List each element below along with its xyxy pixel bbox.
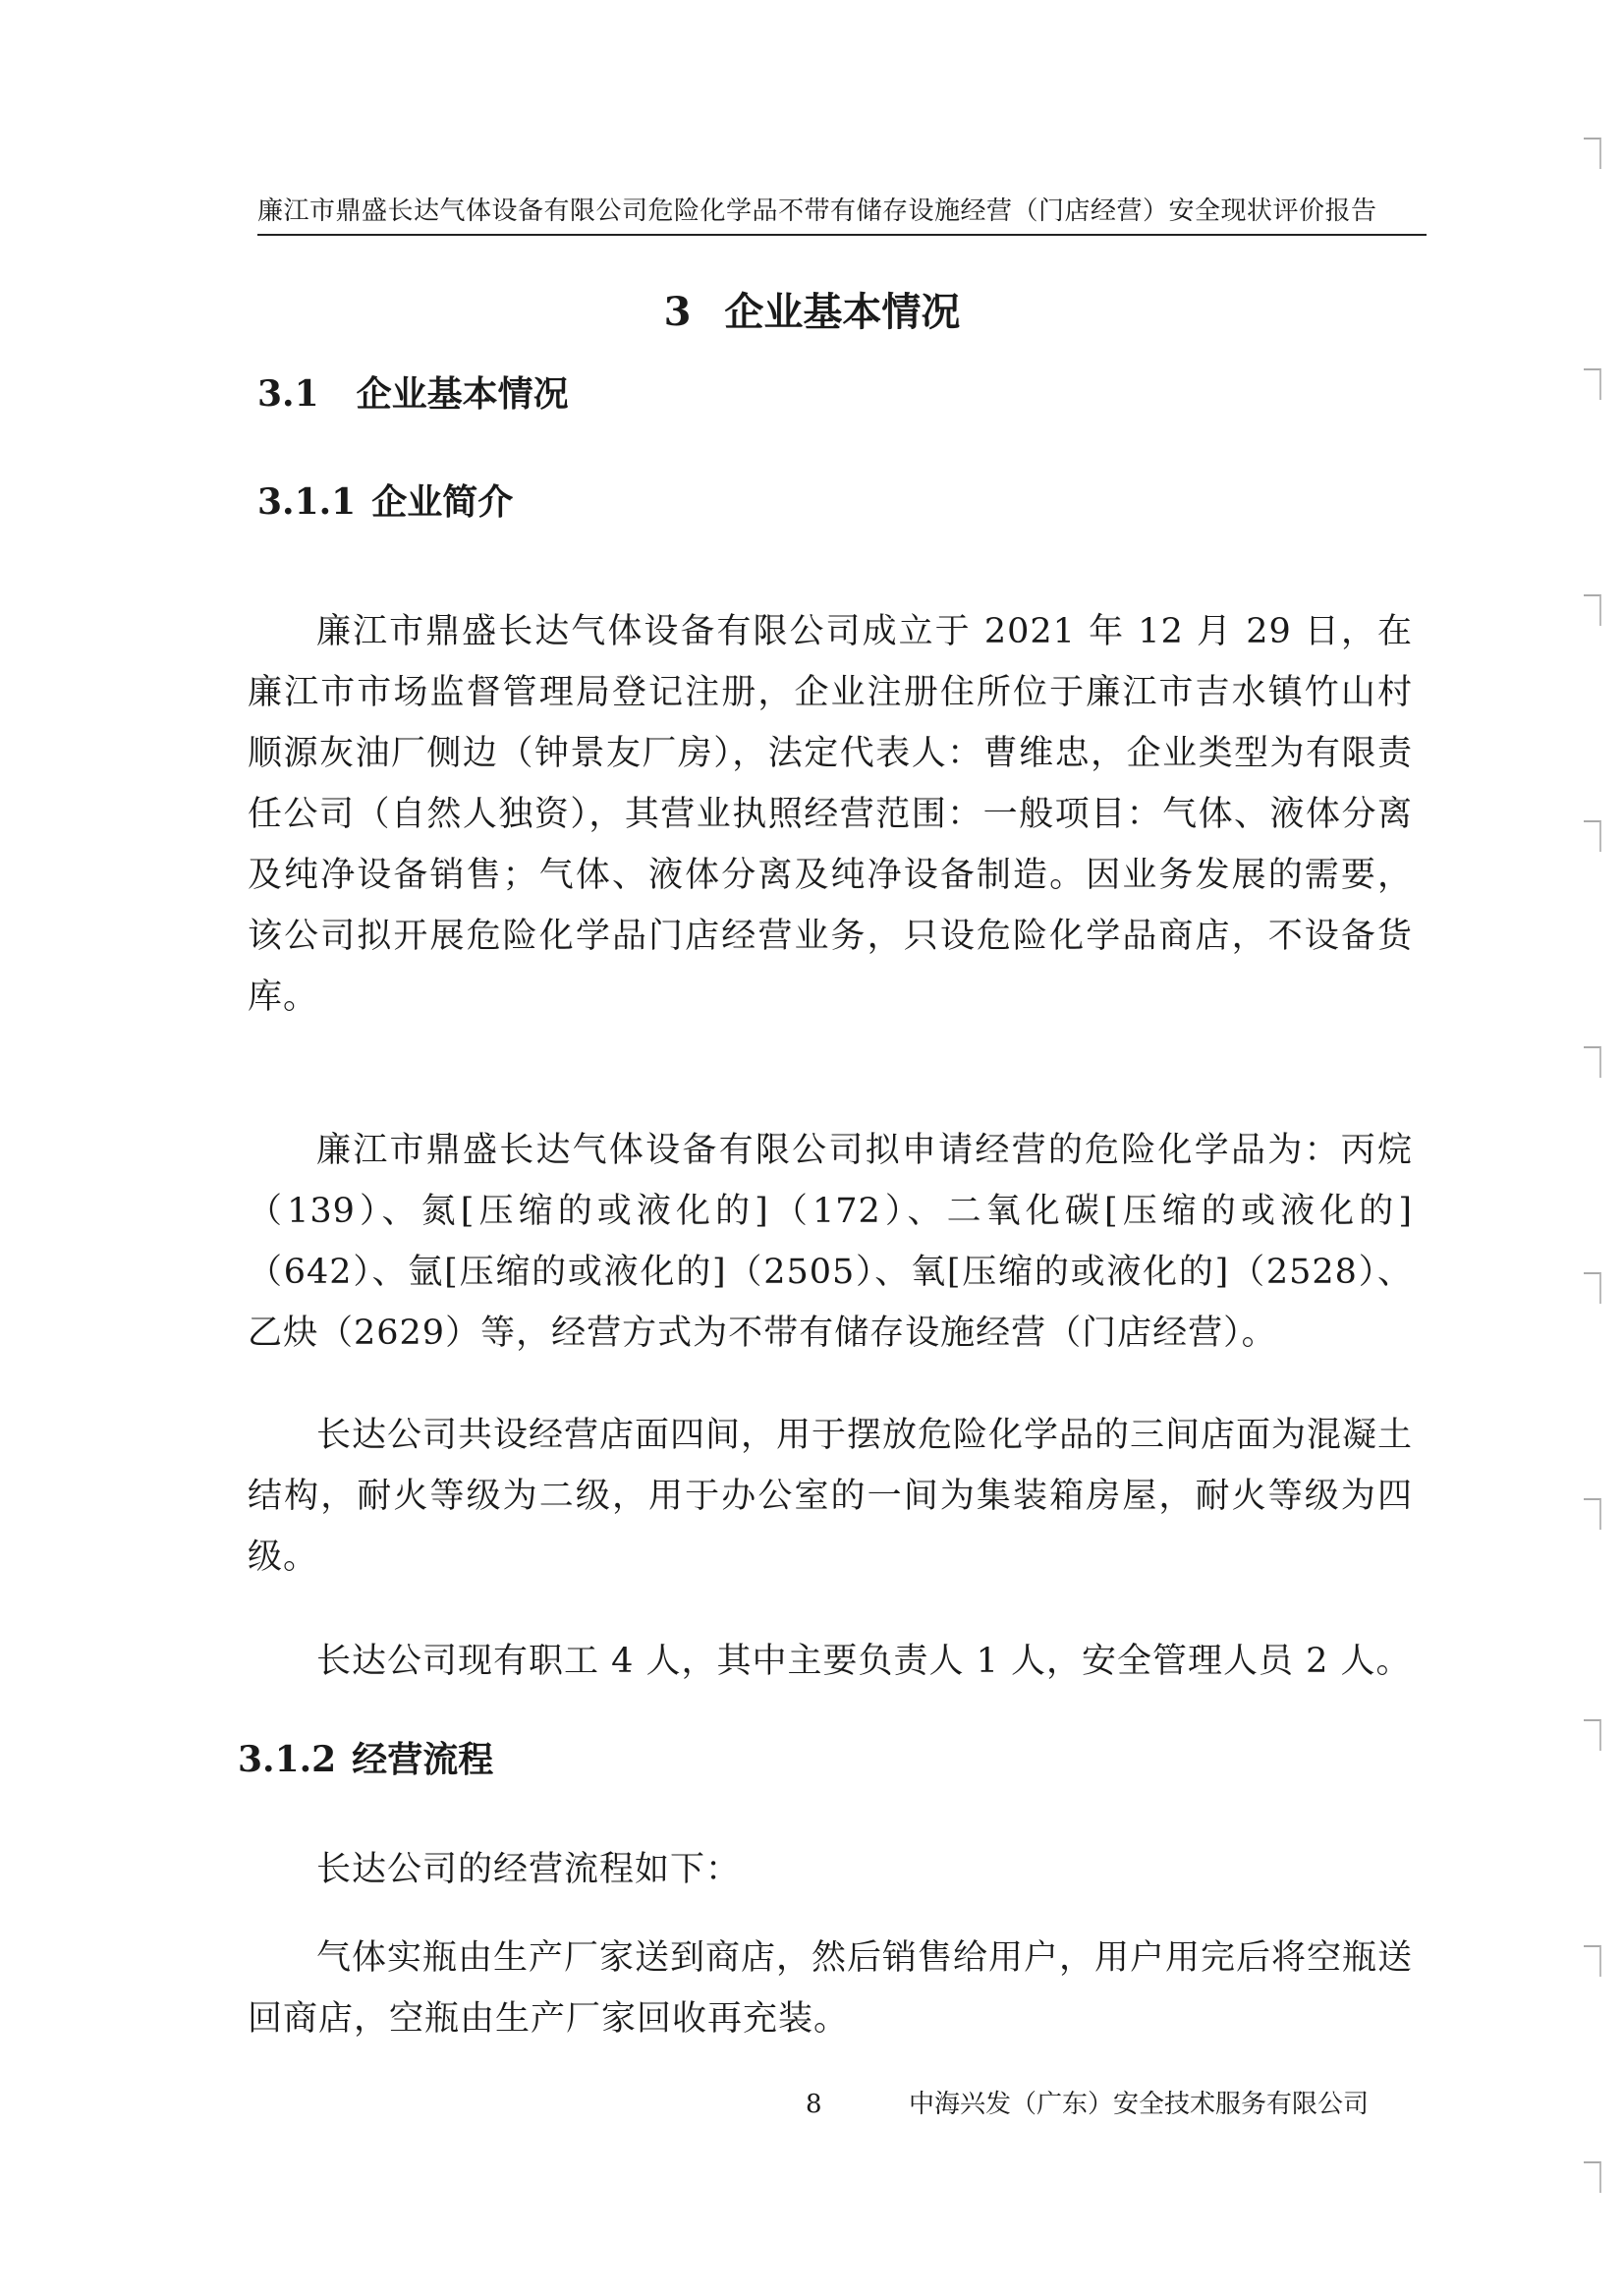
- binding-mark: [1584, 138, 1601, 169]
- paragraph-company-intro: 廉江市鼎盛长达气体设备有限公司成立于 2021 年 12 月 29 日，在廉江市市场监督管理局登记注册，企业注册住所位于廉江市吉水镇竹山村顺源灰油厂侧边（钟景友厂房），法定代表人：曹维忠，企业类型为有限责任公司（自然人独资），其营业执照经营范围：一般项目：气体、液体分离及纯净设备销售；气体、液体分离及纯净设备制造。因业务发展的需要，该公司拟开展危险化学品门店经营业务，只设危险化学品商店，不设备货库。: [248, 612, 1413, 1017]
- paragraph-staff: 长达公司现有职工 4 人，其中主要负责人 1 人，安全管理人员 2 人。: [316, 1642, 1412, 1681]
- section-heading-3-1: [257, 371, 569, 417]
- chapter-number: 3: [663, 289, 692, 335]
- binding-mark: [1584, 1719, 1601, 1751]
- paragraph-storefronts: 长达公司共设经营店面四间，用于摆放危险化学品的三间店面为混凝土结构，耐火等级为二级，用于办公室的一间为集装箱房屋，耐火等级为四级。: [248, 1416, 1414, 1577]
- page-number: 8: [806, 2090, 822, 2119]
- footer-company: 中海兴发（广东）安全技术服务有限公司: [909, 2090, 1370, 2119]
- paragraph-process-intro: 长达公司的经营流程如下：: [316, 1850, 742, 1889]
- section-number: 3.1: [257, 373, 319, 415]
- binding-mark: [1584, 820, 1601, 852]
- binding-mark: [1584, 594, 1601, 626]
- paragraph-process-flow: 气体实瓶由生产厂家送到商店，然后销售给用户，用户用完后将空瓶送回商店，空瓶由生产厂家回收再充装。: [248, 1938, 1414, 2039]
- section-number: 3.1.2: [238, 1739, 337, 1780]
- section-heading-3-1-1: [257, 479, 513, 525]
- paragraph-chemicals: 廉江市鼎盛长达气体设备有限公司拟申请经营的危险化学品为：丙烷（139）、氮[压缩的或液化的]（172）、二氧化碳[压缩的或液化的]（642）、氩[压缩的或液化的]（2505）、氧[压缩的或液化的]（2528）、乙炔（2629）等，经营方式为不带有储存设施经营（门店经营）。: [248, 1131, 1413, 1353]
- header-rule: [257, 234, 1427, 236]
- section-heading-3-1-2: [238, 1737, 493, 1782]
- binding-mark: [1584, 368, 1601, 400]
- running-header: 廉江市鼎盛长达气体设备有限公司危险化学品不带有储存设施经营（门店经营）安全现状评价报告: [257, 196, 1377, 226]
- section-title: 经营流程: [352, 1739, 494, 1780]
- binding-mark: [1584, 1945, 1601, 1977]
- binding-mark: [1584, 1046, 1601, 1078]
- chapter-title: [0, 288, 1624, 337]
- section-title: 企业简介: [371, 481, 514, 523]
- section-title: 企业基本情况: [356, 373, 569, 415]
- binding-mark: [1584, 1498, 1601, 1530]
- binding-mark: [1584, 2161, 1601, 2193]
- chapter-title-text: 企业基本情况: [724, 289, 961, 335]
- binding-mark: [1584, 1272, 1601, 1304]
- section-number: 3.1.1: [257, 481, 357, 523]
